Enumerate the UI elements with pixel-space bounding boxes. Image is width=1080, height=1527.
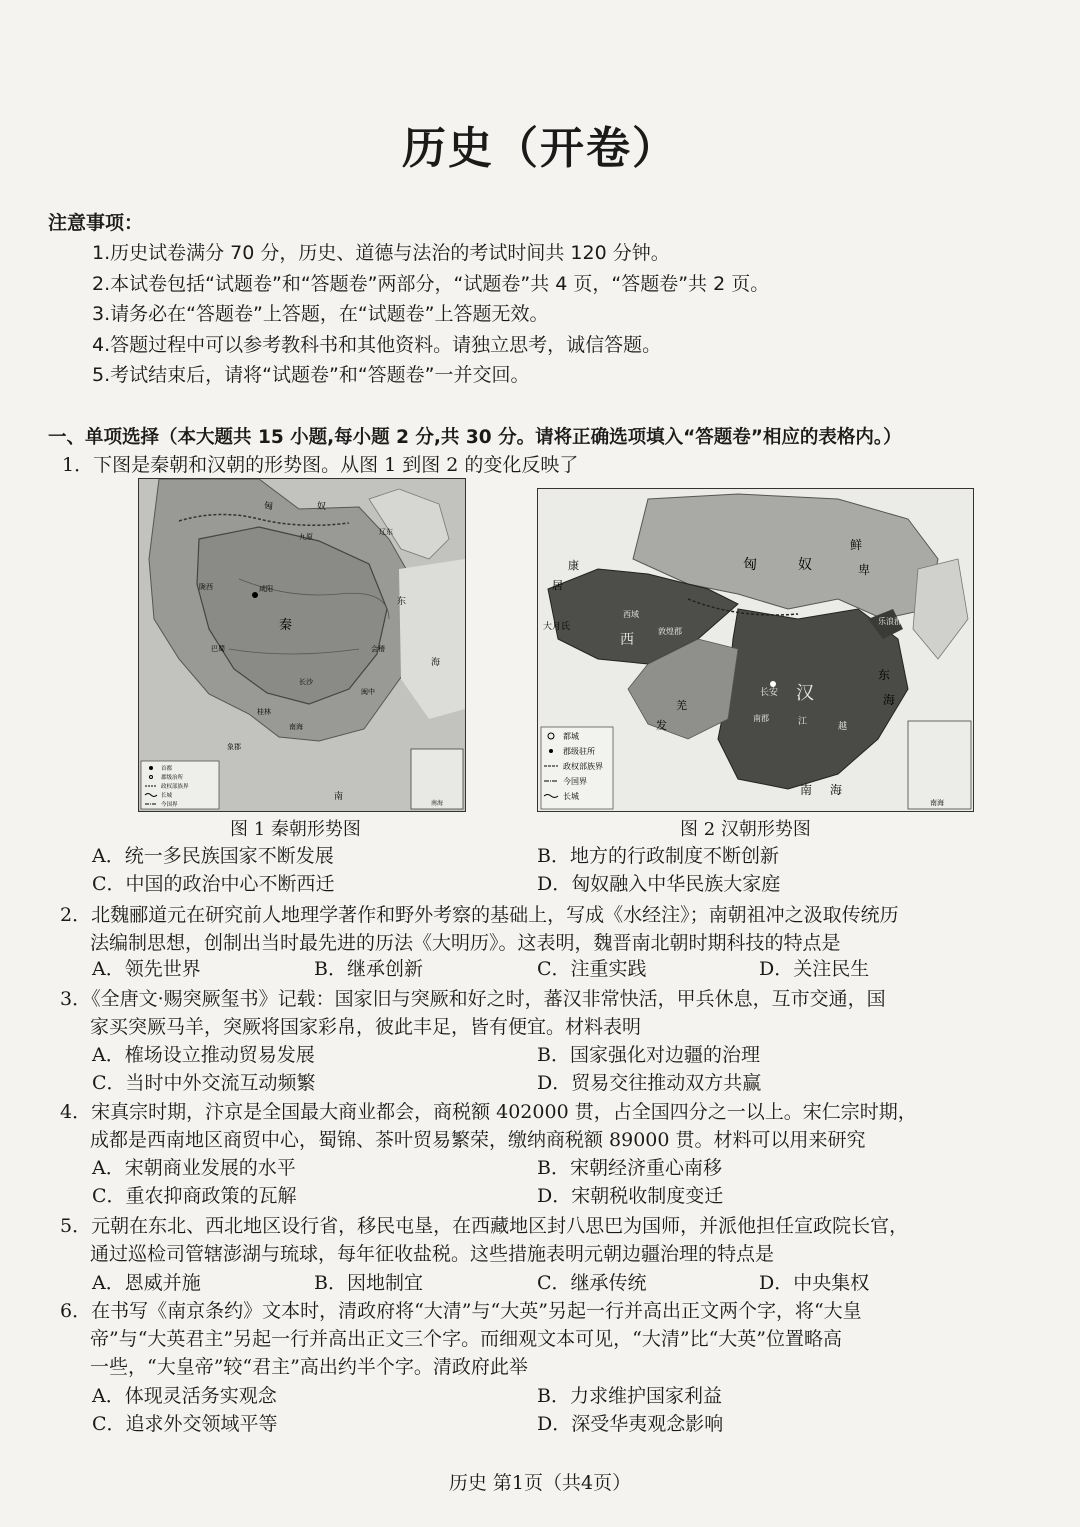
option-b: B．力求维护国家利益: [537, 1385, 722, 1407]
legend-item: 政权部族界: [161, 784, 189, 790]
option-a: A．恩威并施: [92, 1272, 201, 1294]
question-stem-line: 5．元朝在东北、西北地区设行省，移民屯垦，在西藏地区封八思巴为国师，并派他担任宣政院长官，: [60, 1215, 909, 1237]
question-stem-line: 2．北魏郦道元在研究前人地理学著作和野外考察的基础上，写成《水经注》；南朝祖冲之汲取传统历: [60, 904, 899, 926]
page-footer: 历史 第1页（共4页）: [448, 1472, 632, 1494]
option-b: B．国家强化对边疆的治理: [537, 1044, 760, 1066]
option-d: D．宋朝税收制度变迁: [537, 1185, 724, 1207]
option-d: D．深受华夷观念影响: [537, 1413, 724, 1435]
option-c: C．中国的政治中心不断西迁: [92, 873, 335, 895]
question-3: [60, 985, 886, 1041]
map-label: 桂林: [257, 708, 271, 716]
map-label: 越: [838, 722, 848, 732]
map-label: 羌: [676, 699, 687, 712]
option-c: C．注重实践: [537, 958, 647, 980]
inset-label: 南海: [431, 800, 444, 807]
map-label: 江: [798, 717, 808, 727]
notice-list: [92, 238, 769, 391]
figure-caption: 图 2 汉朝形势图: [680, 819, 811, 840]
map-label: 大月氏: [543, 622, 571, 632]
map-label: 闽中: [361, 688, 375, 696]
legend-item: 长城: [161, 793, 173, 799]
map-label: 南: [334, 792, 344, 802]
question-5: [60, 1212, 908, 1268]
map-label: 西域: [623, 610, 639, 619]
inset-label: 南海: [930, 799, 944, 807]
map-label: 康: [568, 559, 579, 572]
section-heading: 一、单项选择（本大题共 15 小题,每小题 2 分,共 30 分。请将正确选项填入“答题卷”相应的表格内。）: [48, 427, 902, 448]
notice-item: 2.本试卷包括“试题卷”和“答题卷”两部分，“试题卷”共 4 页，“答题卷”共 2 页。: [92, 272, 770, 295]
option-c: C．继承传统: [537, 1272, 647, 1294]
map-label: 卑: [858, 563, 871, 577]
option-b: B．宋朝经济重心南移: [537, 1157, 722, 1179]
map-label: 奴: [317, 502, 327, 512]
question-1: [62, 451, 578, 479]
question-stem-line: 通过巡检司管辖澎湖与琉球，每年征收盐税。这些措施表明元朝边疆治理的特点是: [90, 1243, 775, 1265]
option-d: D．中央集权: [759, 1272, 870, 1294]
map-label: 象郡: [227, 743, 241, 751]
map-label: 辽东: [379, 528, 393, 536]
option-b: B．地方的行政制度不断创新: [537, 845, 779, 867]
question-4: [60, 1098, 917, 1154]
map-label: 会稽: [371, 645, 385, 653]
map-label: 匈: [264, 502, 274, 512]
map-label: 南郡: [753, 714, 769, 723]
map-label: 巴蜀: [211, 645, 225, 653]
map-label: 乐浪郡: [878, 617, 902, 626]
question-stem-line: 家买突厥马羊，突厥将国家彩帛，彼此丰足，皆有便宜。材料表明: [90, 1016, 642, 1038]
option-d: D．贸易交往推动双方共赢: [537, 1072, 762, 1094]
option-d: D．关注民生: [759, 958, 870, 980]
question-stem-line: 6．在书写《南京条约》文本时，清政府将“大清”与“大英”另起一行并高出正文两个字，将“大皇: [60, 1300, 862, 1322]
map-han-svg: [538, 489, 973, 811]
map-label: 发: [656, 719, 667, 732]
legend-item: 首都: [161, 766, 173, 772]
option-a: A．宋朝商业发展的水平: [92, 1157, 296, 1179]
question-5-options: [92, 1269, 1042, 1297]
figure-caption: 图 1 秦朝形势图: [230, 819, 361, 840]
map-han-dynasty: [537, 488, 974, 812]
map-label: 西: [620, 632, 634, 648]
map-label: 陇西: [199, 583, 213, 591]
option-d: D．匈奴融入中华民族大家庭: [537, 873, 781, 895]
page-title: 历史（开卷）: [402, 123, 678, 174]
option-a: A．领先世界: [92, 958, 201, 980]
option-a: A．体现灵活务实观念: [92, 1385, 277, 1407]
map-label: 居: [552, 579, 563, 592]
notice-item: 4.答题过程中可以参考教科书和其他资料。请独立思考，诚信答题。: [92, 333, 662, 356]
option-c: C．追求外交领域平等: [92, 1413, 278, 1435]
notice-heading: 注意事项：: [48, 212, 144, 234]
option-c: C．当时中外交流互动频繁: [92, 1072, 316, 1094]
question-stem-line: 4．宋真宗时期，汴京是全国最大商业都会，商税额 402000 贯，占全国四分之一以上。宋仁宗时期，: [60, 1101, 917, 1123]
map-label: 咸阳: [259, 585, 273, 593]
option-b: B．因地制宜: [314, 1272, 423, 1294]
option-b: B．继承创新: [314, 958, 423, 980]
map-label: 东: [397, 597, 407, 607]
map-label: 秦: [279, 618, 293, 633]
question-6-options: [92, 1382, 1042, 1438]
question-stem-line: 3．《全唐文·赐突厥玺书》记载：国家旧与突厥和好之时，蕃汉非常快活，甲兵休息，互市交通，国: [60, 988, 886, 1010]
option-a: A．榷场设立推动贸易发展: [92, 1044, 315, 1066]
legend-item: 郡级驻所: [563, 747, 595, 756]
legend-item: 今国界: [563, 777, 587, 786]
question-4-options: [92, 1154, 1042, 1210]
question-stem-line: 帝”与“大英君主”另起一行并高出正文三个字。而细观文本可见，“大清”比“大英”位置略高: [90, 1328, 842, 1350]
map-label: 九原: [299, 533, 313, 541]
map-label: 长安: [760, 688, 779, 698]
notice-item: 3.请务必在“答题卷”上答题，在“试题卷”上答题无效。: [92, 303, 549, 325]
map-label: 南: [800, 783, 813, 797]
legend-item: 长城: [563, 792, 579, 801]
legend-item: 郡级治所: [161, 775, 184, 781]
question-1-options: [92, 842, 1042, 898]
map-label: 奴: [798, 557, 812, 573]
question-stem-line: 一些，“大皇帝”较“君主”高出约半个字。清政府此举: [90, 1356, 528, 1378]
map-label: 海: [830, 783, 843, 797]
question-stem-line: 法编制思想，创制出当时最先进的历法《大明历》。这表明，魏晋南北朝时期科技的特点是: [90, 932, 841, 954]
question-stem-line: 成都是西南地区商贸中心，蜀锦、茶叶贸易繁荣，缴纳商税额 89000 贯。材料可以用来研究: [90, 1129, 866, 1151]
map-label: 东: [878, 668, 891, 682]
map-label: 海: [431, 658, 441, 668]
map-qin-dynasty: [138, 478, 466, 812]
map-label: 汉: [796, 683, 814, 704]
question-2: [60, 901, 899, 957]
question-stem: 1．下图是秦朝和汉朝的形势图。从图 1 到图 2 的变化反映了: [62, 454, 579, 476]
question-3-options: [92, 1041, 1042, 1097]
map-label: 海: [883, 693, 896, 707]
legend-item: 政权部族界: [563, 762, 603, 771]
map-label: 南海: [289, 723, 303, 731]
option-a: A．统一多民族国家不断发展: [92, 845, 334, 867]
legend-item: 今国界: [161, 802, 178, 808]
map-label: 长沙: [299, 678, 313, 686]
option-c: C．重农抑商政策的瓦解: [92, 1185, 297, 1207]
question-2-options: [92, 955, 1042, 983]
map-label: 匈: [743, 557, 757, 573]
question-6: [60, 1297, 862, 1381]
map-label: 鲜: [850, 538, 863, 552]
notice-item: 1.历史试卷满分 70 分，历史、道德与法治的考试时间共 120 分钟。: [92, 242, 670, 264]
legend-item: 都城: [563, 732, 579, 741]
map-qin-svg: [139, 479, 465, 811]
map-label: 敦煌郡: [658, 627, 682, 636]
notice-item: 5.考试结束后，请将“试题卷”和“答题卷”一并交回。: [92, 364, 530, 386]
